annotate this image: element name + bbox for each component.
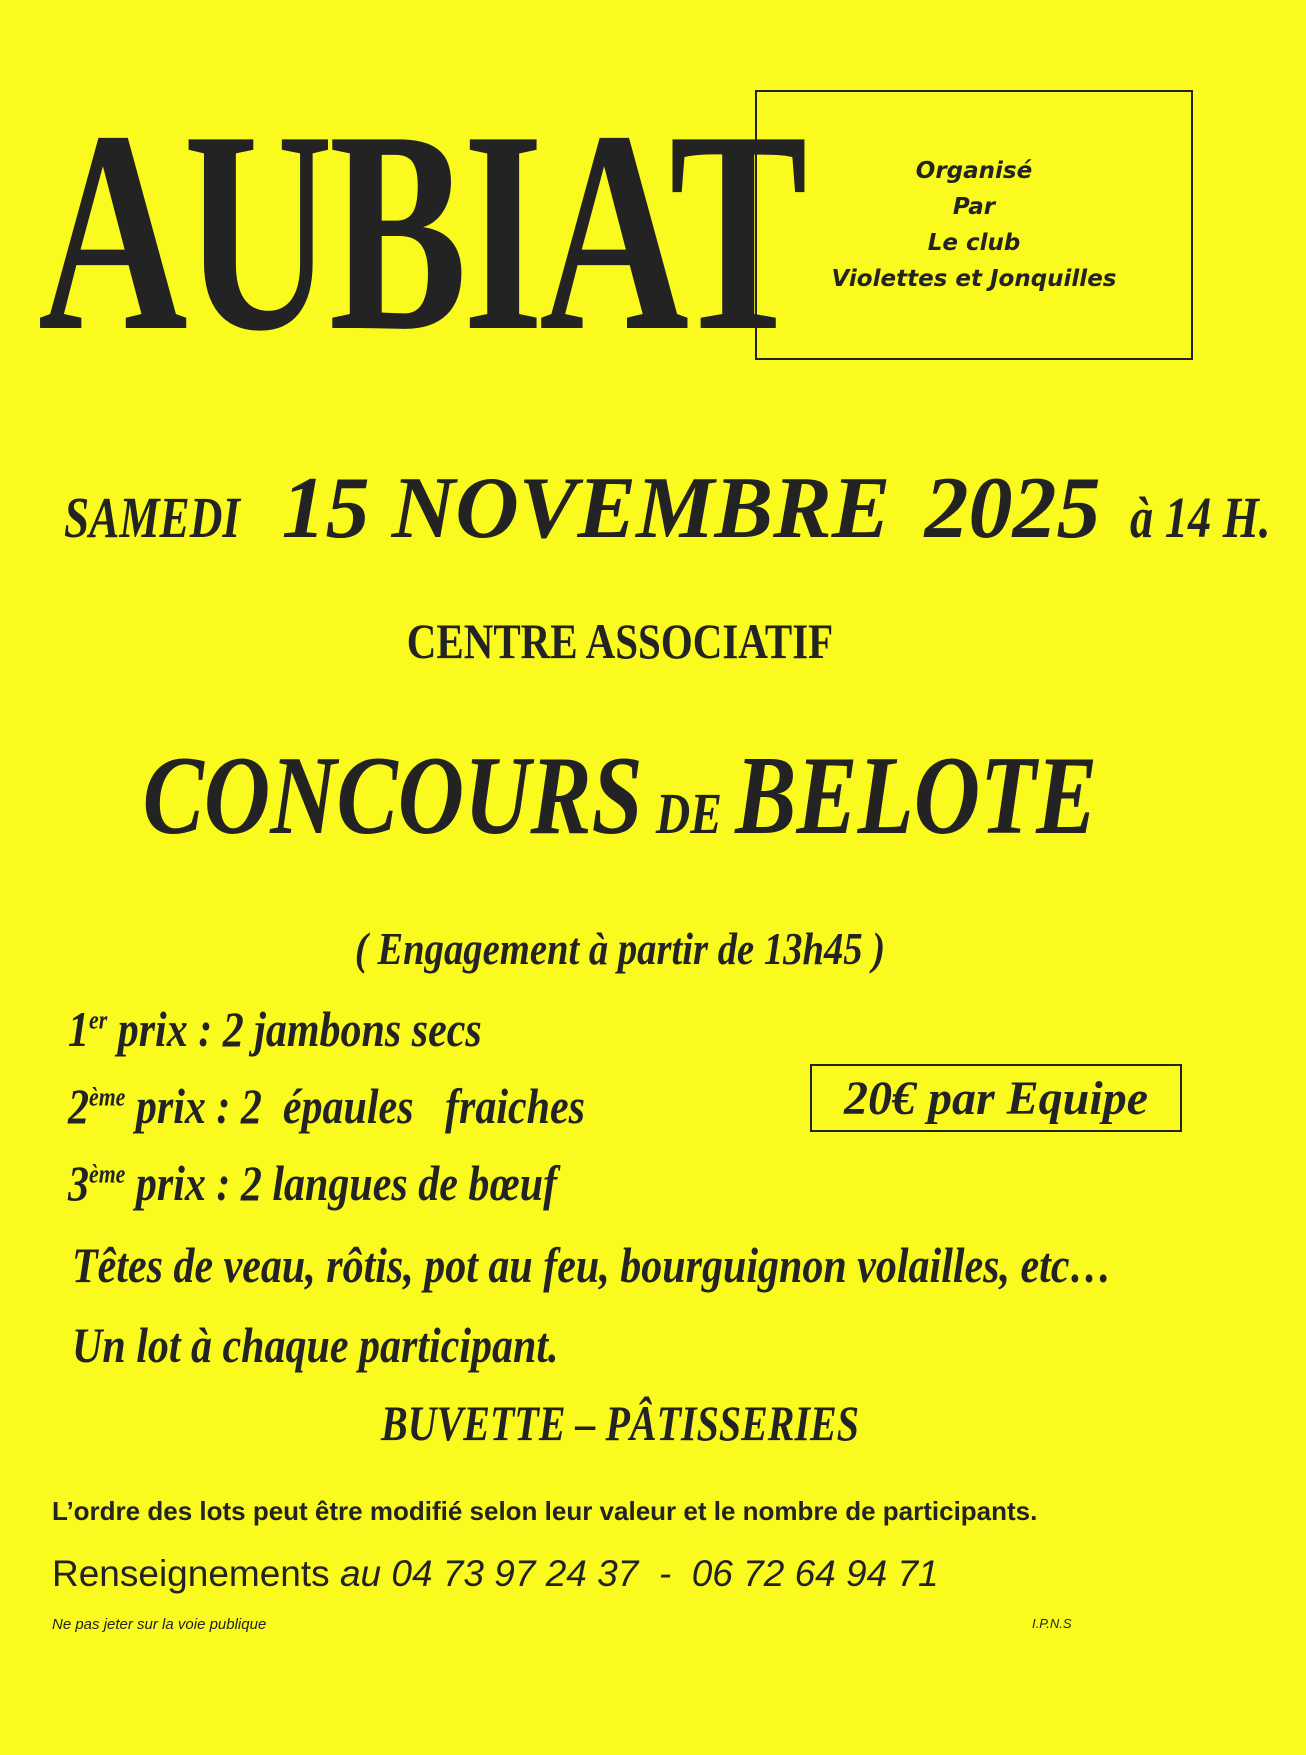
prize-text: prix : 2 langues de bœuf	[125, 1155, 558, 1211]
date-time: à 14 H.	[1130, 485, 1271, 550]
other-lots: Têtes de veau, rôtis, pot au feu, bourguignon volailles, etc…	[72, 1237, 1112, 1293]
event-date	[64, 458, 1271, 559]
refreshments: BUVETTE – PÂTISSERIES	[381, 1395, 859, 1451]
participant-lot: Un lot à chaque participant.	[72, 1317, 559, 1373]
prize-line-1	[68, 1000, 482, 1058]
prize-rank-suffix: ème	[89, 1082, 126, 1112]
contact-label: Renseignements	[52, 1553, 330, 1594]
poster-title: AUBIAT	[38, 72, 804, 391]
organizer-box	[755, 90, 1193, 360]
prize-rank-suffix: er	[89, 1005, 108, 1035]
event-title	[112, 732, 1129, 861]
event-title-part3: BELOTE	[735, 734, 1098, 858]
organizer-line: Violettes et Jonquilles	[831, 266, 1117, 292]
footer-ipns: I.P.N.S	[1032, 1616, 1072, 1631]
date-day-month: 15 NOVEMBRE	[281, 460, 891, 557]
organizer-line: Par	[952, 194, 996, 220]
date-year: 2025	[924, 460, 1101, 557]
contact-phones: 04 73 97 24 37 - 06 72 64 94 71	[391, 1553, 939, 1594]
event-title-part1: CONCOURS	[142, 734, 643, 858]
event-title-part2: DE	[655, 781, 722, 846]
contact-connector: au	[339, 1553, 382, 1594]
prize-line-3	[68, 1154, 557, 1212]
prize-line-2	[68, 1077, 585, 1135]
date-weekday: SAMEDI	[64, 485, 241, 550]
prize-rank: 1	[68, 1001, 89, 1057]
contact-info	[52, 1553, 939, 1595]
prize-rank: 3	[68, 1155, 89, 1211]
organizer-line: Organisé	[915, 158, 1033, 184]
price-box: 20€ par Equipe	[810, 1064, 1182, 1132]
footer-disposal-note: Ne pas jeter sur la voie publique	[52, 1616, 267, 1633]
prize-text: prix : 2 épaules fraiches	[125, 1078, 586, 1134]
organizer-line: Le club	[927, 230, 1021, 256]
prize-rank-suffix: ème	[89, 1159, 126, 1189]
engagement-time: ( Engagement à partir de 13h45 )	[354, 923, 886, 974]
prize-rank: 2	[68, 1078, 89, 1134]
event-venue: CENTRE ASSOCIATIF	[406, 613, 834, 669]
lots-notice: L’ordre des lots peut être modifié selon leur valeur et le nombre de participants.	[52, 1496, 1038, 1526]
prize-text: prix : 2 jambons secs	[107, 1001, 482, 1057]
